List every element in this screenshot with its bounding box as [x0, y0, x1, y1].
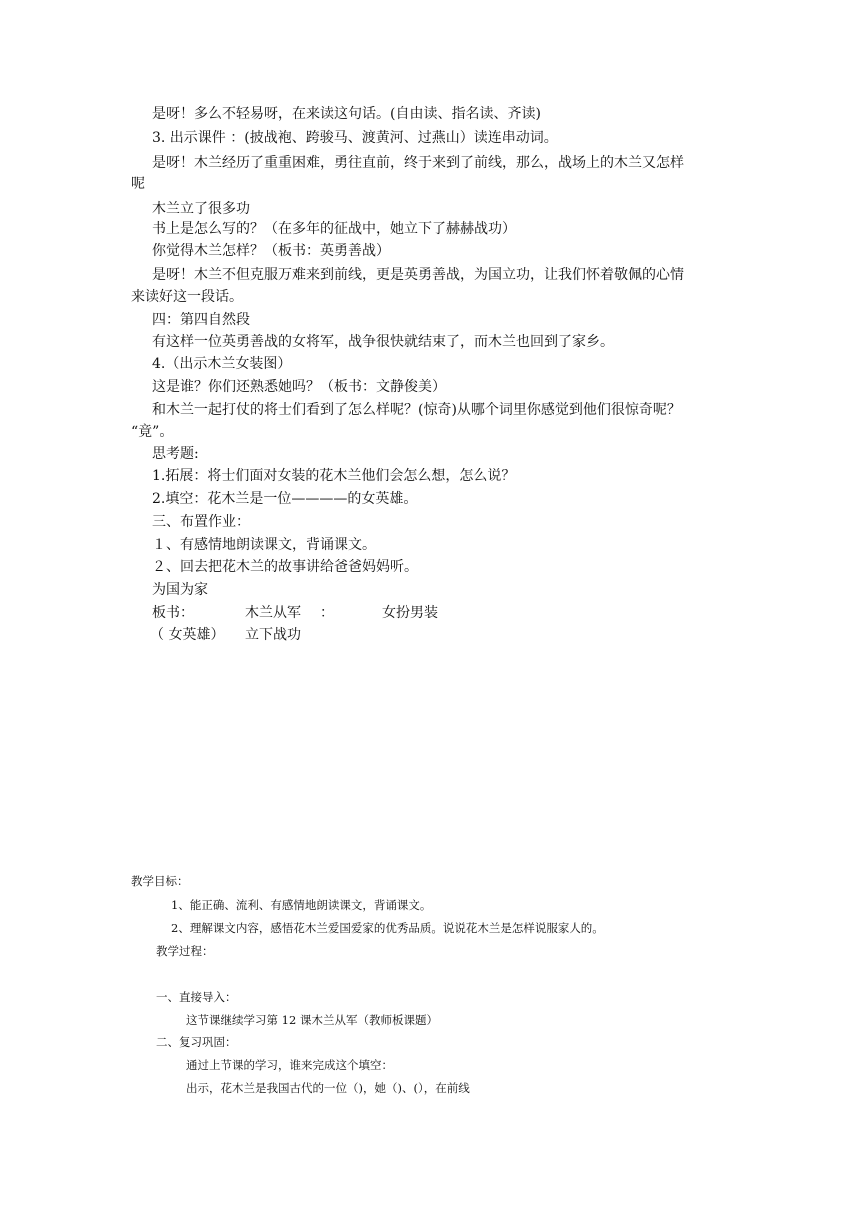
paragraph-line: 书上是怎么写的？（在多年的征战中，她立下了赫赫战功） [152, 221, 516, 237]
section-heading: 教学过程： [156, 944, 214, 958]
paragraph-line: 思考题: [152, 446, 199, 462]
paragraph-line: 有这样一位英勇善战的女将军，战争很快就结束了，而木兰也回到了家乡。 [152, 334, 614, 350]
paragraph-line: 是呀！多么不轻易呀，在来读这句话。(自由读、指名读、齐读) [152, 106, 541, 122]
paragraph-line: １、有感情地朗读课文，背诵课文。 [152, 537, 376, 553]
paragraph-line: 来读好这一段话。 [131, 289, 243, 305]
paragraph-line: 呢 [131, 176, 145, 192]
paragraph-line: 为国为家 [152, 582, 208, 598]
board-item: 女扮男装 [382, 605, 438, 621]
paragraph-line: 2、理解课文内容，感悟花木兰爱国爱家的优秀品质。说说花木兰是怎样说服家人的。 [171, 921, 604, 935]
paragraph-line: “竟”。 [131, 424, 174, 440]
paragraph-line: ２、回去把花木兰的故事讲给爸爸妈妈听。 [152, 559, 418, 575]
paragraph-line: 是呀！木兰经历了重重困难，勇往直前，终于来到了前线，那么，战场上的木兰又怎样 [152, 155, 684, 171]
paragraph-line: 这节课继续学习第 12 课木兰从军（教师板课题） [186, 1013, 438, 1027]
paragraph-line: 1.拓展：将士们面对女装的花木兰他们会怎么想，怎么说？ [152, 468, 516, 484]
board-merit: 立下战功 [245, 627, 301, 643]
section-heading: 一、直接导入： [156, 990, 237, 1004]
paragraph-line: 1、能正确、流利、有感情地朗读课文，背诵课文。 [171, 898, 432, 912]
paragraph-line: 和木兰一起打仗的将士们看到了怎么样呢？(惊奇)从哪个词里你感觉到他们很惊奇呢？ [152, 402, 681, 418]
board-label: 板书： [152, 605, 194, 621]
board-title: 木兰从军 [245, 605, 301, 621]
paragraph-line: 4.（出示木兰女装图） [152, 356, 292, 372]
paragraph-line: 2.填空：花木兰是一位————的女英雄。 [152, 491, 418, 507]
paragraph-line: 出示，花木兰是我国古代的一位（)，她（)、(），在前线 [186, 1081, 470, 1095]
section-heading: 二、复习巩固： [156, 1035, 237, 1049]
paragraph-line: 你觉得木兰怎样？（板书：英勇善战） [152, 243, 390, 259]
section-heading: 四：第四自然段 [152, 312, 250, 328]
paragraph-line: 木兰立了很多功 [152, 201, 250, 217]
section-heading: 教学目标： [131, 874, 189, 888]
section-heading: 三、布置作业： [152, 514, 250, 530]
paragraph-line: 通过上节课的学习，谁来完成这个填空： [186, 1058, 393, 1072]
board-hero: （ 女英雄） [150, 627, 225, 643]
paragraph-line: 是呀！木兰不但克服万难来到前线，更是英勇善战，为国立功，让我们怀着敬佩的心情 [152, 267, 684, 283]
board-colon: ： [320, 605, 334, 621]
paragraph-line: 3. 出示课件 ：(披战袍、跨骏马、渡黄河、过燕山）读连串动词。 [152, 130, 558, 146]
paragraph-line: 这是谁？你们还熟悉她吗？（板书：文静俊美） [152, 379, 446, 395]
